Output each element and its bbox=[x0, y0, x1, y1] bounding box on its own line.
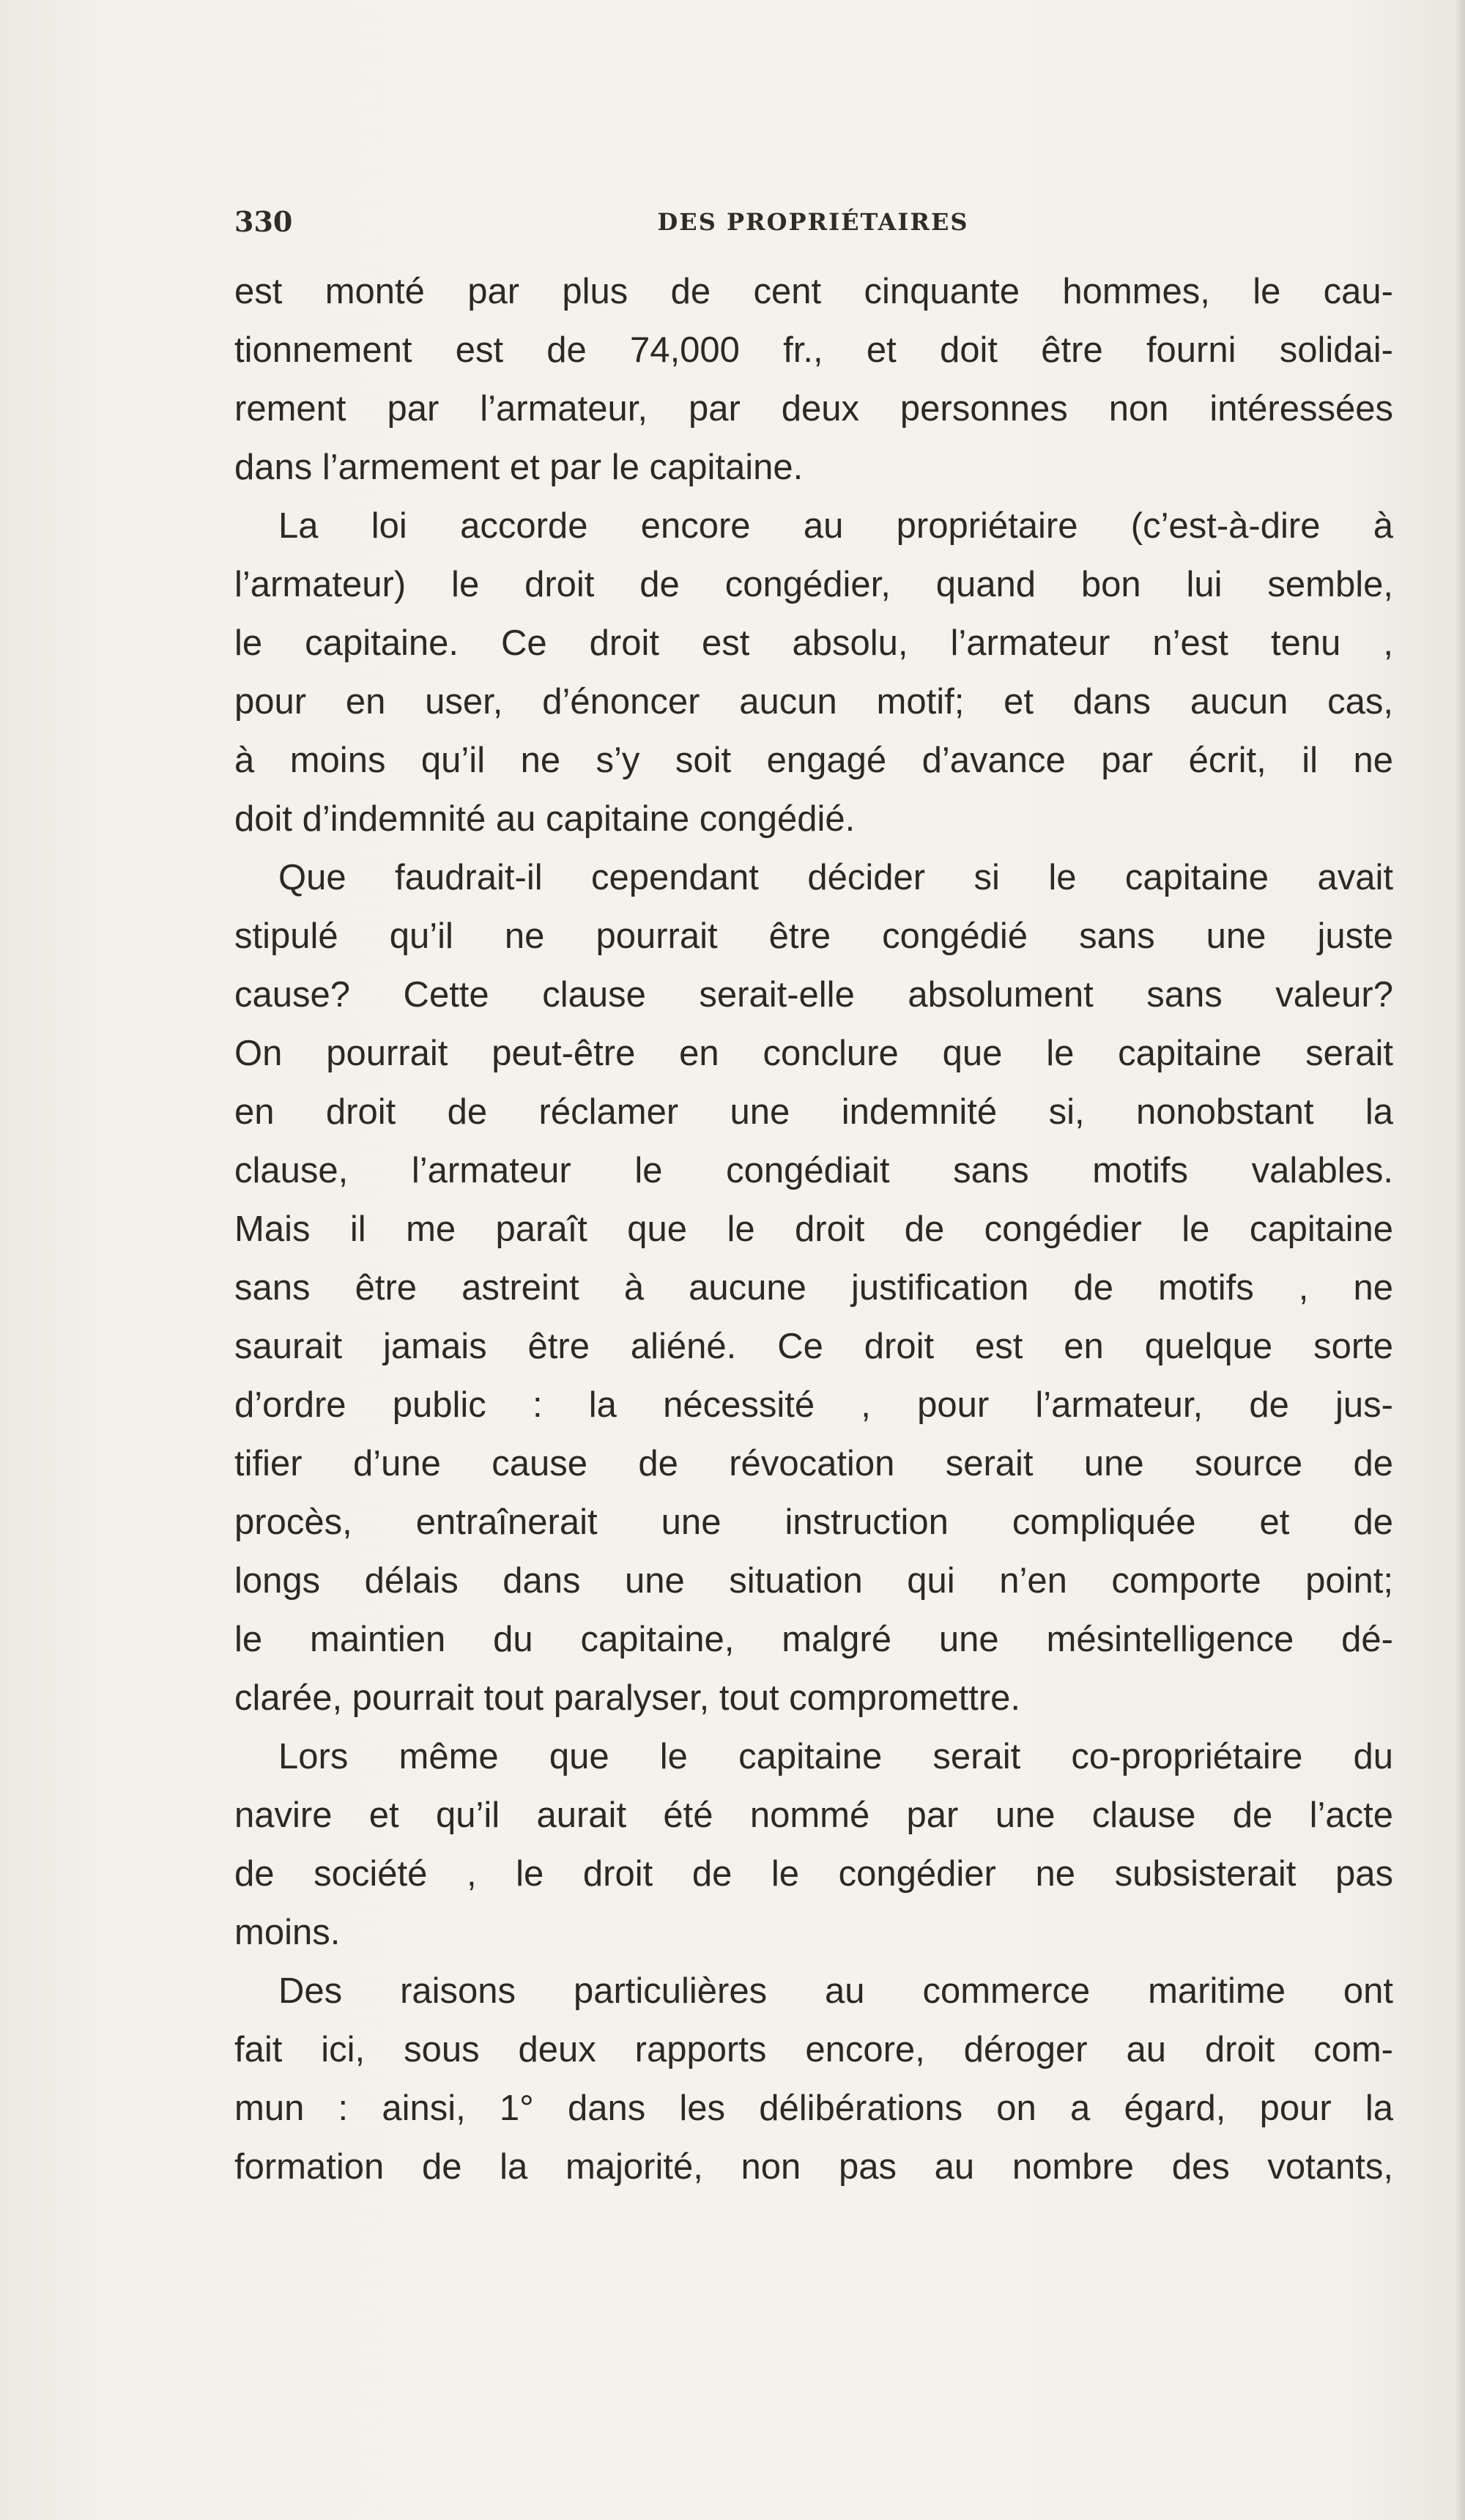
text-line: cause? Cette clause serait-elle absolument sans valeur? bbox=[234, 975, 1393, 1015]
text-line: dans l’armement et par le capitaine. bbox=[234, 448, 804, 487]
text-line: saurait jamais être aliéné. Ce droit est en quelque sorte bbox=[234, 1327, 1393, 1366]
text-line: mun : ainsi, 1° dans les délibérations on a égard, pour la bbox=[234, 2089, 1393, 2128]
text-line: clause, l’armateur le congédiait sans motifs valables. bbox=[234, 1151, 1393, 1190]
text-line: l’armateur) le droit de congédier, quand bon lui semble, bbox=[234, 565, 1393, 604]
page-edge-shadow bbox=[1455, 0, 1465, 2520]
text-line: doit d’indemnité au capitaine congédié. bbox=[234, 799, 856, 839]
text-line: Lors même que le capitaine serait co-propriétaire du bbox=[278, 1737, 1393, 1776]
text-line: tionnement est de 74,000 fr., et doit être fourni solidai- bbox=[234, 330, 1393, 370]
running-head: DES PROPRIÉTAIRES bbox=[657, 208, 969, 236]
text-line: stipulé qu’il ne pourrait être congédié sans une juste bbox=[234, 916, 1393, 956]
text-line: procès, entraînerait une instruction compliquée et de bbox=[234, 1502, 1393, 1542]
text-line: La loi accorde encore au propriétaire (c’est-à-dire à bbox=[278, 506, 1393, 546]
page-number: 330 bbox=[234, 205, 293, 238]
text-line: en droit de réclamer une indemnité si, nonobstant la bbox=[234, 1092, 1393, 1132]
text-line: moins. bbox=[234, 1913, 341, 1952]
text-line: pour en user, d’énoncer aucun motif; et dans aucun cas, bbox=[234, 682, 1393, 722]
text-line: On pourrait peut-être en conclure que le capitaine serait bbox=[234, 1034, 1393, 1073]
text-line: sans être astreint à aucune justification de motifs , ne bbox=[234, 1268, 1393, 1308]
text-line: d’ordre public : la nécessité , pour l’armateur, de jus- bbox=[234, 1385, 1393, 1425]
text-line: est monté par plus de cent cinquante hommes, le cau- bbox=[234, 272, 1393, 311]
text-line: le capitaine. Ce droit est absolu, l’armateur n’est tenu , bbox=[234, 623, 1393, 663]
text-line: le maintien du capitaine, malgré une mésintelligence dé- bbox=[234, 1620, 1393, 1659]
text-line: clarée, pourrait tout paralyser, tout compromettre. bbox=[234, 1678, 1021, 1718]
text-line: navire et qu’il aurait été nommé par une clause de l’acte bbox=[234, 1796, 1393, 1835]
text-line: Mais il me paraît que le droit de congédier le capitaine bbox=[234, 1209, 1393, 1249]
text-line: fait ici, sous deux rapports encore, déroger au droit com- bbox=[234, 2030, 1393, 2069]
text-line: longs délais dans une situation qui n’en comporte point; bbox=[234, 1561, 1393, 1601]
text-line: tifier d’une cause de révocation serait une source de bbox=[234, 1444, 1393, 1483]
text-line: de société , le droit de le congédier ne subsisterait pas bbox=[234, 1854, 1393, 1894]
text-line: Des raisons particulières au commerce maritime ont bbox=[278, 1971, 1393, 2011]
body-text bbox=[234, 262, 1393, 2196]
text-line: à moins qu’il ne s’y soit engagé d’avance par écrit, il ne bbox=[234, 741, 1393, 780]
text-line: formation de la majorité, non pas au nombre des votants, bbox=[234, 2147, 1393, 2187]
page-header bbox=[234, 205, 1392, 249]
text-line: Que faudrait-il cependant décider si le capitaine avait bbox=[278, 858, 1393, 897]
text-line: rement par l’armateur, par deux personnes non intéressées bbox=[234, 389, 1393, 429]
